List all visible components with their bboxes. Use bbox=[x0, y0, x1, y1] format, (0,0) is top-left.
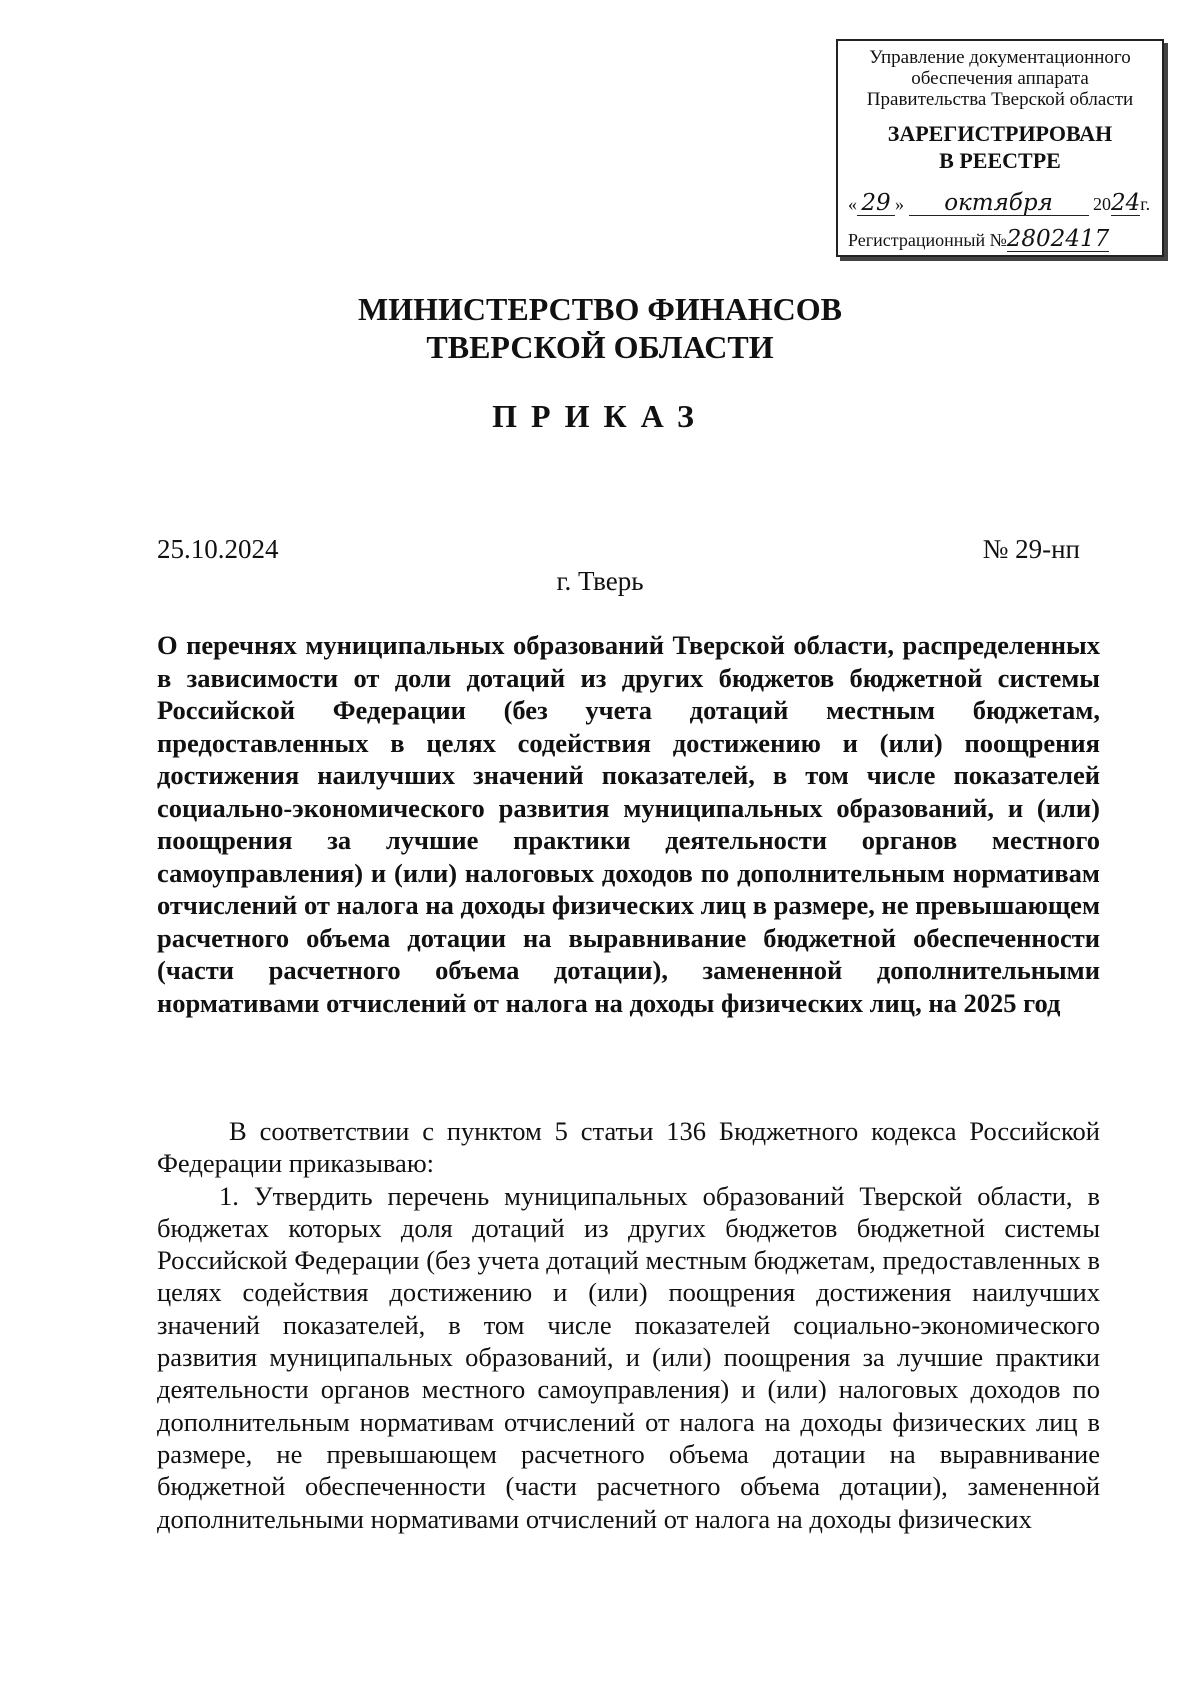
body-preamble: В соответствии с пунктом 5 статьи 136 Бюджетного кодекса Российской Федерации приказываю: bbox=[157, 1116, 1100, 1179]
stamp-reg-label: Регистрационный № bbox=[848, 230, 1007, 250]
stamp-year-suffix: 24 bbox=[1111, 190, 1141, 216]
document-number: № 29-нп bbox=[982, 534, 1080, 564]
ministry-title-line: ТВЕРСКОЙ ОБЛАСТИ bbox=[426, 329, 774, 365]
stamp-month: октября bbox=[909, 191, 1089, 216]
document-city: г. Тверь bbox=[556, 566, 644, 596]
document-type: ПРИКАЗ bbox=[492, 398, 708, 434]
stamp-registered-line: В РЕЕСТРЕ bbox=[939, 148, 1061, 173]
stamp-year-unit: г. bbox=[1140, 194, 1151, 214]
stamp-org-line: обеспечения аппарата bbox=[911, 68, 1089, 89]
stamp-registered-title bbox=[838, 120, 1162, 174]
stamp-number-line bbox=[848, 227, 1154, 252]
ministry-title-line: МИНИСТЕРСТВО ФИНАНСОВ bbox=[358, 291, 842, 327]
stamp-day: 29 bbox=[857, 191, 895, 216]
body-item-1: 1. Утвердить перечень муниципальных образований Тверской области, в бюджетах которых доля дотаций из других бюджетов бюджетной системы Российской Федерации (без учета дотаций местным бюджетам, предоставленных в целях содействия достижению и (или) поощрения достижения наилучших значений показателей, в том числе показателей социально-экономического развития муниципальных образований, и (или) поощрения за лучшие практики деятельности органов местного самоуправления) и (или) налоговых доходов по дополнительным нормативам отчислений от налога на доходы физических лиц в размере, не превышающем расчетного объема дотации на выравнивание бюджетной обеспеченности (части расчетного объема дотации), замененной дополнительными нормативами отчислений от налога на доходы физических bbox=[157, 1180, 1100, 1534]
registration-stamp bbox=[836, 39, 1164, 257]
stamp-year-prefix: 20 bbox=[1093, 194, 1111, 214]
stamp-org-line: Управление документационного bbox=[869, 47, 1131, 68]
ministry-title bbox=[0, 290, 1200, 366]
stamp-registered-line: ЗАРЕГИСТРИРОВАН bbox=[887, 121, 1113, 146]
document-body bbox=[157, 1115, 1100, 1535]
stamp-reg-number: 2802417 bbox=[1006, 226, 1110, 252]
stamp-org-line: Правительства Тверской области bbox=[866, 89, 1134, 110]
document-subject: О перечнях муниципальных образований Тверской области, распределенных в зависимости от доли дотаций из других бюджетов бюджетной системы Российской Федерации (без учета дотаций местным бюджетам, предоставленных в целях содействия достижению и (или) поощрения достижения наилучших значений показателей, в том числе показателей социально-экономического развития муниципальных образований, и (или) поощрения за лучшие практики деятельности органов местного самоуправления) и (или) налоговых доходов по дополнительным нормативам отчислений от налога на доходы физических лиц в размере, не превышающем расчетного объема дотации на выравнивание бюджетной обеспеченности (части расчетного объема дотации), замененной дополнительными нормативами отчислений от налога на доходы физических лиц, на 2025 год bbox=[157, 630, 1100, 1018]
document-date: 25.10.2024 bbox=[157, 534, 279, 564]
stamp-date-line: « 29 » октября 2024г. bbox=[848, 190, 1151, 216]
